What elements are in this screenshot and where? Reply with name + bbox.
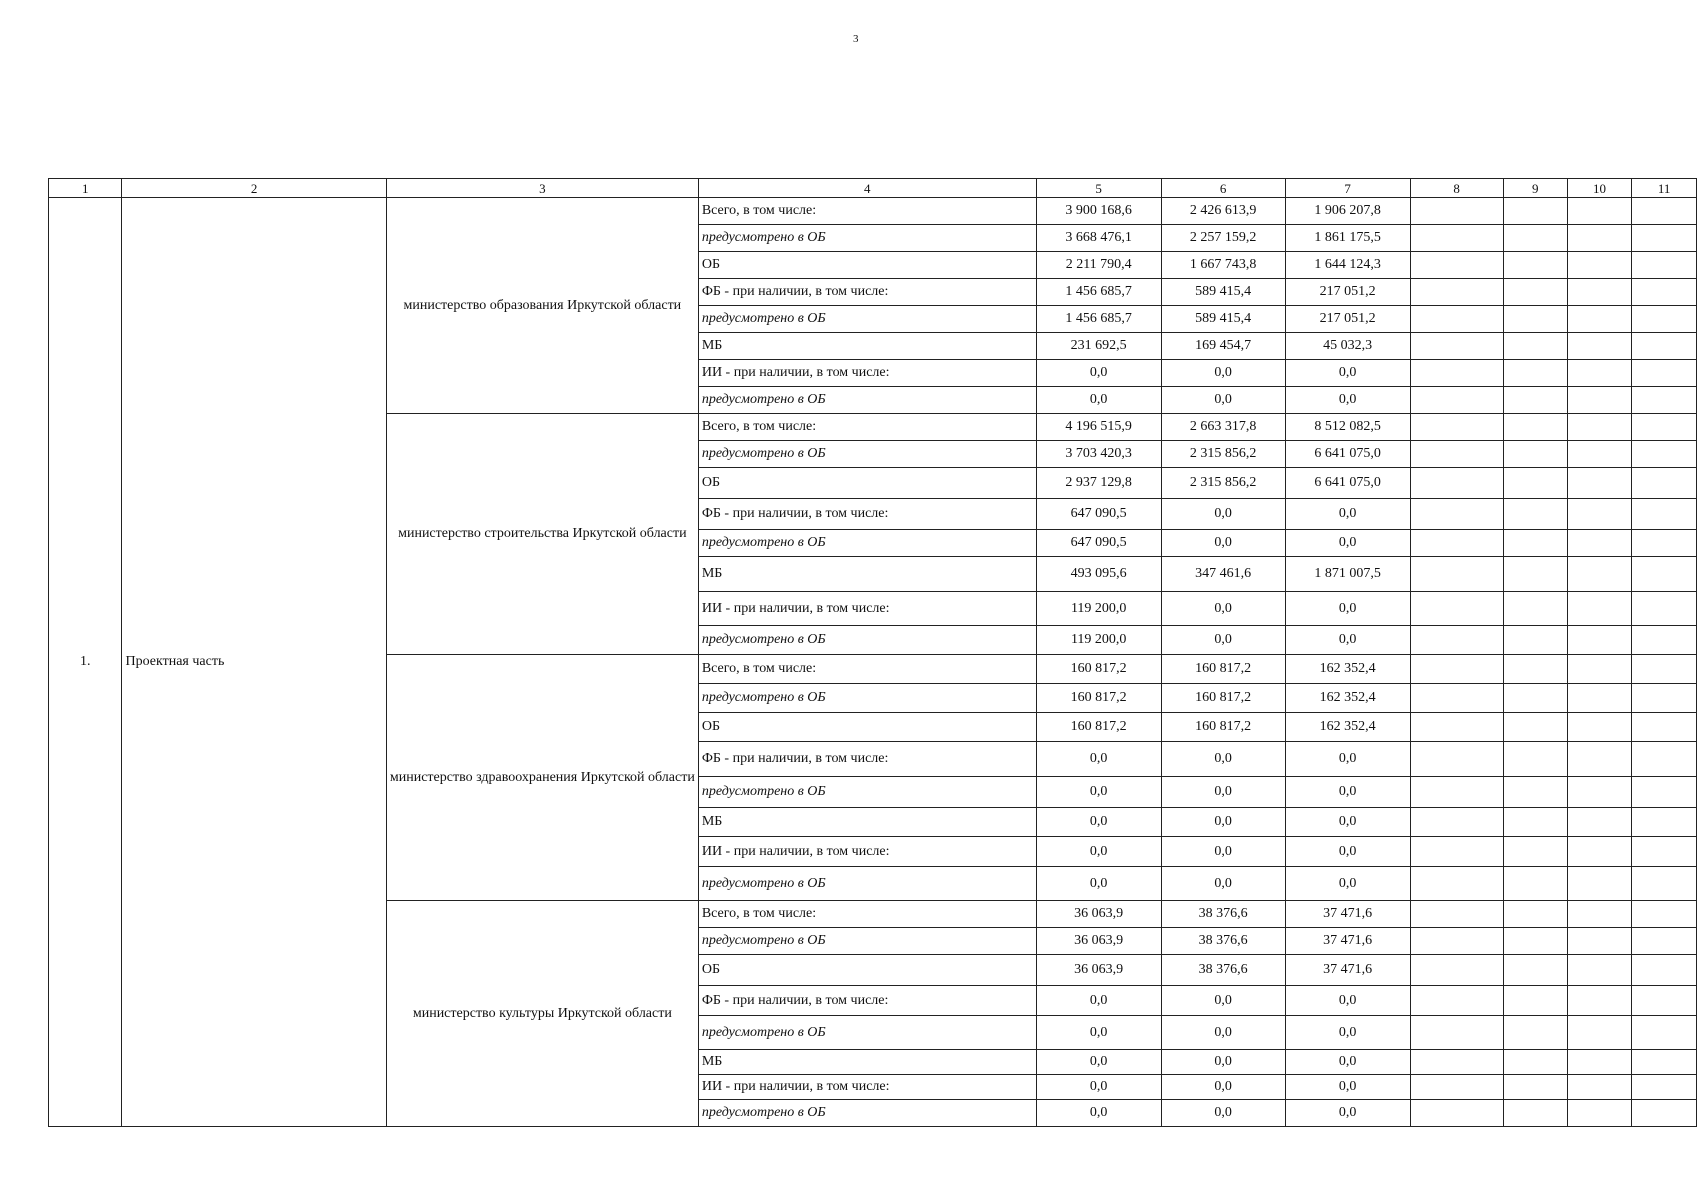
funding-source-label: предусмотрено в ОБ [698, 225, 1036, 252]
empty-col-9 [1503, 713, 1567, 742]
empty-col-10 [1567, 742, 1632, 777]
value-col-7: 0,0 [1285, 530, 1410, 557]
empty-col-9 [1503, 441, 1567, 468]
empty-col-11 [1632, 1050, 1697, 1075]
value-col-7: 162 352,4 [1285, 713, 1410, 742]
empty-col-8 [1410, 414, 1503, 441]
value-col-5: 0,0 [1036, 1100, 1161, 1127]
empty-col-8 [1410, 901, 1503, 928]
empty-col-8 [1410, 252, 1503, 279]
empty-col-10 [1567, 837, 1632, 867]
empty-col-9 [1503, 530, 1567, 557]
value-col-6: 0,0 [1161, 499, 1285, 530]
empty-col-9 [1503, 387, 1567, 414]
empty-col-9 [1503, 955, 1567, 986]
empty-col-8 [1410, 713, 1503, 742]
value-col-7: 0,0 [1285, 626, 1410, 655]
value-col-5: 160 817,2 [1036, 684, 1161, 713]
value-col-6: 160 817,2 [1161, 655, 1285, 684]
budget-table [48, 178, 1697, 1127]
empty-col-11 [1632, 713, 1697, 742]
header-cell: 3 [386, 179, 698, 198]
value-col-5: 0,0 [1036, 1050, 1161, 1075]
value-col-6: 2 315 856,2 [1161, 468, 1285, 499]
empty-col-8 [1410, 777, 1503, 808]
empty-col-10 [1567, 468, 1632, 499]
empty-col-8 [1410, 626, 1503, 655]
empty-col-9 [1503, 655, 1567, 684]
empty-col-10 [1567, 414, 1632, 441]
funding-source-label: ФБ - при наличии, в том числе: [698, 986, 1036, 1016]
funding-source-label: предусмотрено в ОБ [698, 684, 1036, 713]
header-cell: 10 [1567, 179, 1632, 198]
value-col-6: 0,0 [1161, 626, 1285, 655]
value-col-7: 217 051,2 [1285, 279, 1410, 306]
empty-col-9 [1503, 684, 1567, 713]
empty-col-8 [1410, 1016, 1503, 1050]
empty-col-8 [1410, 306, 1503, 333]
empty-col-9 [1503, 279, 1567, 306]
empty-col-8 [1410, 557, 1503, 592]
value-col-5: 4 196 515,9 [1036, 414, 1161, 441]
empty-col-9 [1503, 1100, 1567, 1127]
funding-source-label: Всего, в том числе: [698, 414, 1036, 441]
empty-col-8 [1410, 808, 1503, 837]
value-col-7: 0,0 [1285, 867, 1410, 901]
value-col-7: 0,0 [1285, 387, 1410, 414]
value-col-7: 0,0 [1285, 1100, 1410, 1127]
empty-col-11 [1632, 837, 1697, 867]
empty-col-11 [1632, 252, 1697, 279]
value-col-5: 0,0 [1036, 360, 1161, 387]
value-col-6: 589 415,4 [1161, 279, 1285, 306]
empty-col-8 [1410, 333, 1503, 360]
funding-source-label: предусмотрено в ОБ [698, 1100, 1036, 1127]
funding-source-label: предусмотрено в ОБ [698, 1016, 1036, 1050]
value-col-6: 589 415,4 [1161, 306, 1285, 333]
funding-source-label: ФБ - при наличии, в том числе: [698, 499, 1036, 530]
header-cell: 2 [122, 179, 386, 198]
value-col-5: 1 456 685,7 [1036, 306, 1161, 333]
empty-col-9 [1503, 306, 1567, 333]
funding-source-label: ОБ [698, 713, 1036, 742]
empty-col-8 [1410, 530, 1503, 557]
empty-col-9 [1503, 557, 1567, 592]
value-col-5: 647 090,5 [1036, 499, 1161, 530]
empty-col-10 [1567, 441, 1632, 468]
value-col-6: 0,0 [1161, 837, 1285, 867]
value-col-6: 160 817,2 [1161, 713, 1285, 742]
value-col-7: 0,0 [1285, 777, 1410, 808]
value-col-6: 0,0 [1161, 360, 1285, 387]
funding-source-label: Всего, в том числе: [698, 198, 1036, 225]
funding-source-label: ОБ [698, 468, 1036, 499]
value-col-7: 217 051,2 [1285, 306, 1410, 333]
empty-col-9 [1503, 360, 1567, 387]
empty-col-11 [1632, 387, 1697, 414]
value-col-7: 162 352,4 [1285, 684, 1410, 713]
row-name: Проектная часть [122, 198, 386, 1127]
value-col-6: 0,0 [1161, 387, 1285, 414]
empty-col-9 [1503, 1050, 1567, 1075]
value-col-5: 0,0 [1036, 867, 1161, 901]
funding-source-label: ИИ - при наличии, в том числе: [698, 1075, 1036, 1100]
value-col-5: 2 937 129,8 [1036, 468, 1161, 499]
empty-col-8 [1410, 742, 1503, 777]
empty-col-10 [1567, 655, 1632, 684]
row-number: 1. [49, 198, 122, 1127]
value-col-5: 1 456 685,7 [1036, 279, 1161, 306]
empty-col-9 [1503, 928, 1567, 955]
value-col-6: 2 426 613,9 [1161, 198, 1285, 225]
funding-source-label: МБ [698, 808, 1036, 837]
header-cell: 4 [698, 179, 1036, 198]
funding-source-label: Всего, в том числе: [698, 901, 1036, 928]
empty-col-8 [1410, 468, 1503, 499]
value-col-5: 36 063,9 [1036, 955, 1161, 986]
value-col-5: 0,0 [1036, 1075, 1161, 1100]
empty-col-8 [1410, 360, 1503, 387]
empty-col-11 [1632, 1100, 1697, 1127]
empty-col-11 [1632, 530, 1697, 557]
empty-col-10 [1567, 279, 1632, 306]
empty-col-11 [1632, 955, 1697, 986]
value-col-6: 0,0 [1161, 808, 1285, 837]
value-col-7: 0,0 [1285, 1050, 1410, 1075]
empty-col-10 [1567, 333, 1632, 360]
ministry-name: министерство здравоохранения Иркутской области [386, 655, 698, 901]
value-col-6: 0,0 [1161, 1100, 1285, 1127]
funding-source-label: ФБ - при наличии, в том числе: [698, 279, 1036, 306]
empty-col-9 [1503, 499, 1567, 530]
empty-col-11 [1632, 499, 1697, 530]
value-col-6: 0,0 [1161, 1075, 1285, 1100]
header-cell: 5 [1036, 179, 1161, 198]
value-col-7: 6 641 075,0 [1285, 468, 1410, 499]
funding-source-label: ИИ - при наличии, в том числе: [698, 592, 1036, 626]
empty-col-10 [1567, 557, 1632, 592]
header-cell: 11 [1632, 179, 1697, 198]
value-col-6: 2 257 159,2 [1161, 225, 1285, 252]
funding-source-label: предусмотрено в ОБ [698, 387, 1036, 414]
empty-col-11 [1632, 468, 1697, 499]
empty-col-10 [1567, 499, 1632, 530]
value-col-7: 0,0 [1285, 986, 1410, 1016]
empty-col-9 [1503, 1075, 1567, 1100]
empty-col-9 [1503, 837, 1567, 867]
value-col-6: 0,0 [1161, 986, 1285, 1016]
funding-source-label: МБ [698, 1050, 1036, 1075]
empty-col-10 [1567, 225, 1632, 252]
empty-col-10 [1567, 901, 1632, 928]
empty-col-11 [1632, 557, 1697, 592]
empty-col-10 [1567, 713, 1632, 742]
value-col-5: 160 817,2 [1036, 655, 1161, 684]
empty-col-11 [1632, 441, 1697, 468]
empty-col-11 [1632, 279, 1697, 306]
funding-source-label: Всего, в том числе: [698, 655, 1036, 684]
value-col-7: 37 471,6 [1285, 955, 1410, 986]
empty-col-8 [1410, 837, 1503, 867]
value-col-6: 160 817,2 [1161, 684, 1285, 713]
empty-col-10 [1567, 867, 1632, 901]
empty-col-8 [1410, 279, 1503, 306]
value-col-7: 0,0 [1285, 499, 1410, 530]
value-col-6: 347 461,6 [1161, 557, 1285, 592]
value-col-7: 37 471,6 [1285, 928, 1410, 955]
funding-source-label: ОБ [698, 955, 1036, 986]
empty-col-8 [1410, 1100, 1503, 1127]
value-col-5: 0,0 [1036, 808, 1161, 837]
funding-source-label: ОБ [698, 252, 1036, 279]
value-col-5: 231 692,5 [1036, 333, 1161, 360]
value-col-6: 0,0 [1161, 530, 1285, 557]
funding-source-label: предусмотрено в ОБ [698, 306, 1036, 333]
table-row [49, 198, 1697, 225]
funding-source-label: предусмотрено в ОБ [698, 867, 1036, 901]
empty-col-9 [1503, 1016, 1567, 1050]
empty-col-8 [1410, 1050, 1503, 1075]
value-col-7: 37 471,6 [1285, 901, 1410, 928]
value-col-6: 0,0 [1161, 1016, 1285, 1050]
value-col-5: 0,0 [1036, 777, 1161, 808]
empty-col-10 [1567, 808, 1632, 837]
header-cell: 9 [1503, 179, 1567, 198]
value-col-5: 36 063,9 [1036, 901, 1161, 928]
value-col-5: 36 063,9 [1036, 928, 1161, 955]
header-cell: 8 [1410, 179, 1503, 198]
value-col-7: 0,0 [1285, 1075, 1410, 1100]
empty-col-8 [1410, 986, 1503, 1016]
empty-col-8 [1410, 684, 1503, 713]
empty-col-9 [1503, 777, 1567, 808]
value-col-7: 1 871 007,5 [1285, 557, 1410, 592]
value-col-6: 0,0 [1161, 777, 1285, 808]
value-col-5: 3 900 168,6 [1036, 198, 1161, 225]
value-col-7: 45 032,3 [1285, 333, 1410, 360]
value-col-7: 0,0 [1285, 592, 1410, 626]
empty-col-9 [1503, 626, 1567, 655]
empty-col-11 [1632, 1075, 1697, 1100]
empty-col-10 [1567, 777, 1632, 808]
value-col-5: 0,0 [1036, 986, 1161, 1016]
empty-col-11 [1632, 684, 1697, 713]
value-col-7: 162 352,4 [1285, 655, 1410, 684]
value-col-6: 38 376,6 [1161, 955, 1285, 986]
empty-col-11 [1632, 626, 1697, 655]
value-col-7: 0,0 [1285, 837, 1410, 867]
empty-col-11 [1632, 198, 1697, 225]
empty-col-11 [1632, 225, 1697, 252]
empty-col-9 [1503, 808, 1567, 837]
value-col-7: 1 906 207,8 [1285, 198, 1410, 225]
value-col-6: 0,0 [1161, 1050, 1285, 1075]
empty-col-8 [1410, 499, 1503, 530]
empty-col-8 [1410, 867, 1503, 901]
empty-col-8 [1410, 1075, 1503, 1100]
empty-col-9 [1503, 901, 1567, 928]
empty-col-11 [1632, 1016, 1697, 1050]
ministry-name: министерство образования Иркутской области [386, 198, 698, 414]
value-col-7: 8 512 082,5 [1285, 414, 1410, 441]
page-number: 3 [853, 33, 859, 45]
funding-source-label: предусмотрено в ОБ [698, 626, 1036, 655]
empty-col-8 [1410, 655, 1503, 684]
value-col-7: 0,0 [1285, 742, 1410, 777]
value-col-6: 169 454,7 [1161, 333, 1285, 360]
empty-col-10 [1567, 198, 1632, 225]
empty-col-11 [1632, 414, 1697, 441]
empty-col-8 [1410, 441, 1503, 468]
empty-col-10 [1567, 1050, 1632, 1075]
empty-col-10 [1567, 986, 1632, 1016]
empty-col-11 [1632, 808, 1697, 837]
empty-col-11 [1632, 306, 1697, 333]
empty-col-11 [1632, 333, 1697, 360]
value-col-7: 6 641 075,0 [1285, 441, 1410, 468]
empty-col-11 [1632, 928, 1697, 955]
empty-col-11 [1632, 867, 1697, 901]
value-col-5: 0,0 [1036, 1016, 1161, 1050]
value-col-5: 3 668 476,1 [1036, 225, 1161, 252]
empty-col-10 [1567, 530, 1632, 557]
funding-source-label: предусмотрено в ОБ [698, 928, 1036, 955]
empty-col-10 [1567, 1100, 1632, 1127]
value-col-5: 160 817,2 [1036, 713, 1161, 742]
value-col-6: 38 376,6 [1161, 928, 1285, 955]
empty-col-11 [1632, 986, 1697, 1016]
ministry-name: министерство строительства Иркутской области [386, 414, 698, 655]
empty-col-10 [1567, 360, 1632, 387]
funding-source-label: предусмотрено в ОБ [698, 530, 1036, 557]
value-col-6: 0,0 [1161, 592, 1285, 626]
empty-col-9 [1503, 986, 1567, 1016]
empty-col-10 [1567, 1016, 1632, 1050]
funding-source-label: ИИ - при наличии, в том числе: [698, 360, 1036, 387]
value-col-5: 0,0 [1036, 837, 1161, 867]
empty-col-9 [1503, 198, 1567, 225]
empty-col-8 [1410, 592, 1503, 626]
empty-col-10 [1567, 592, 1632, 626]
empty-col-8 [1410, 225, 1503, 252]
empty-col-10 [1567, 387, 1632, 414]
empty-col-10 [1567, 252, 1632, 279]
empty-col-8 [1410, 387, 1503, 414]
value-col-6: 38 376,6 [1161, 901, 1285, 928]
empty-col-10 [1567, 626, 1632, 655]
value-col-5: 2 211 790,4 [1036, 252, 1161, 279]
empty-col-11 [1632, 655, 1697, 684]
value-col-6: 2 663 317,8 [1161, 414, 1285, 441]
empty-col-10 [1567, 306, 1632, 333]
value-col-7: 0,0 [1285, 808, 1410, 837]
funding-source-label: ФБ - при наличии, в том числе: [698, 742, 1036, 777]
ministry-name: министерство культуры Иркутской области [386, 901, 698, 1127]
empty-col-9 [1503, 592, 1567, 626]
empty-col-8 [1410, 928, 1503, 955]
value-col-7: 1 644 124,3 [1285, 252, 1410, 279]
empty-col-9 [1503, 468, 1567, 499]
header-cell: 1 [49, 179, 122, 198]
value-col-5: 3 703 420,3 [1036, 441, 1161, 468]
value-col-5: 647 090,5 [1036, 530, 1161, 557]
value-col-6: 1 667 743,8 [1161, 252, 1285, 279]
empty-col-10 [1567, 684, 1632, 713]
value-col-5: 119 200,0 [1036, 626, 1161, 655]
empty-col-9 [1503, 867, 1567, 901]
value-col-7: 1 861 175,5 [1285, 225, 1410, 252]
empty-col-11 [1632, 592, 1697, 626]
empty-col-10 [1567, 928, 1632, 955]
empty-col-9 [1503, 333, 1567, 360]
empty-col-9 [1503, 414, 1567, 441]
value-col-6: 0,0 [1161, 867, 1285, 901]
value-col-5: 493 095,6 [1036, 557, 1161, 592]
header-cell: 7 [1285, 179, 1410, 198]
header-cell: 6 [1161, 179, 1285, 198]
funding-source-label: МБ [698, 557, 1036, 592]
value-col-5: 119 200,0 [1036, 592, 1161, 626]
empty-col-11 [1632, 901, 1697, 928]
value-col-5: 0,0 [1036, 742, 1161, 777]
empty-col-9 [1503, 252, 1567, 279]
empty-col-9 [1503, 225, 1567, 252]
value-col-6: 2 315 856,2 [1161, 441, 1285, 468]
empty-col-8 [1410, 198, 1503, 225]
empty-col-11 [1632, 360, 1697, 387]
empty-col-11 [1632, 742, 1697, 777]
value-col-7: 0,0 [1285, 1016, 1410, 1050]
column-number-header-row [49, 179, 1697, 198]
empty-col-8 [1410, 955, 1503, 986]
empty-col-10 [1567, 955, 1632, 986]
value-col-5: 0,0 [1036, 387, 1161, 414]
funding-source-label: предусмотрено в ОБ [698, 441, 1036, 468]
value-col-6: 0,0 [1161, 742, 1285, 777]
funding-source-label: предусмотрено в ОБ [698, 777, 1036, 808]
funding-source-label: ИИ - при наличии, в том числе: [698, 837, 1036, 867]
empty-col-9 [1503, 742, 1567, 777]
funding-source-label: МБ [698, 333, 1036, 360]
empty-col-10 [1567, 1075, 1632, 1100]
empty-col-11 [1632, 777, 1697, 808]
value-col-7: 0,0 [1285, 360, 1410, 387]
